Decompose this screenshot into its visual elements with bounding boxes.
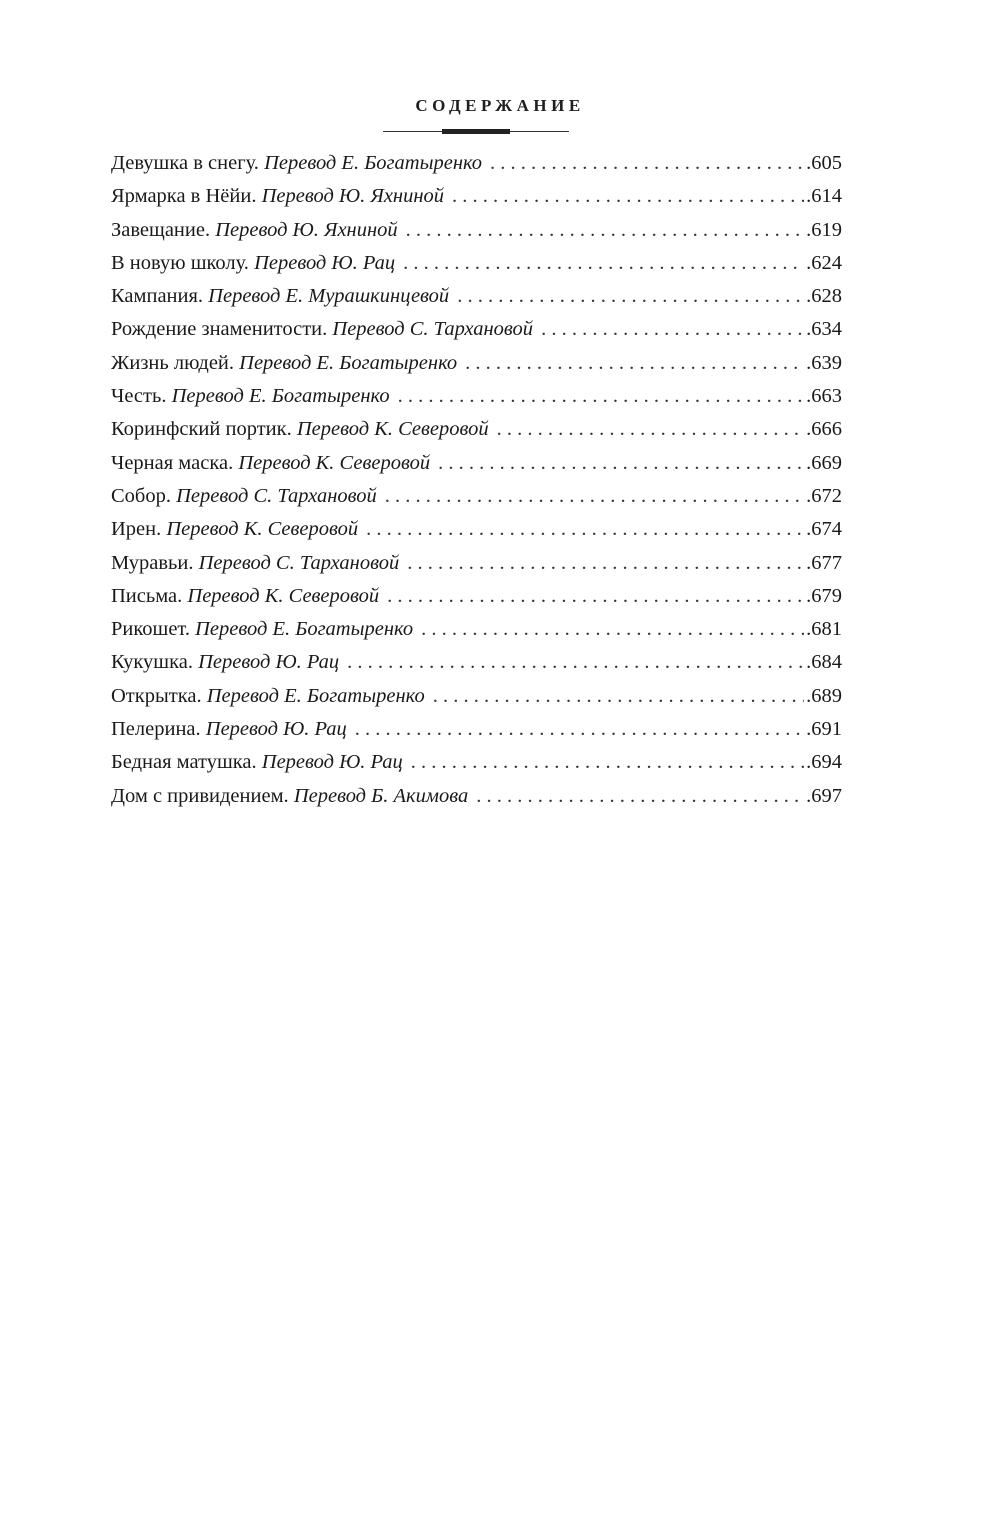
entry-translator: Перевод Е. Богатыренко: [239, 351, 458, 374]
entry-page-number: .694: [806, 751, 842, 774]
toc-entry: [111, 418, 842, 451]
toc-entry: [111, 552, 842, 585]
dot-leader: [457, 285, 804, 308]
entry-page-number: .689: [806, 684, 842, 707]
entry-translator: Перевод Ю. Рац: [254, 251, 396, 274]
entry-page-number: .674: [806, 518, 842, 541]
entry-title: Жизнь людей.: [111, 351, 235, 374]
entry-translator: Перевод Ю. Яхниной: [215, 218, 398, 241]
toc-entry: [111, 219, 842, 252]
dot-leader: [347, 651, 804, 674]
entry-page-number: .639: [806, 351, 842, 374]
entry-title: Муравьи.: [111, 551, 194, 574]
dot-leader: [476, 785, 804, 808]
entry-translator: Перевод С. Тархановой: [198, 551, 400, 574]
dot-leader: [438, 452, 804, 475]
entry-translator: Перевод Ю. Рац: [198, 651, 340, 674]
entry-page-number: .605: [806, 152, 842, 174]
entry-page-number: .681: [806, 618, 842, 641]
entry-translator: Перевод Ю. Рац: [261, 751, 403, 774]
entry-title: Девушка в снегу.: [111, 152, 259, 174]
toc-entry: [111, 452, 842, 485]
entry-translator: Перевод К. Северовой: [166, 518, 359, 541]
toc-entry: [111, 385, 842, 418]
entry-translator: Перевод Е. Богатыренко: [195, 618, 414, 641]
toc-entry: [111, 651, 842, 684]
dot-leader: [411, 751, 804, 774]
dot-leader: [366, 518, 804, 541]
entry-translator: Перевод К. Северовой: [187, 584, 380, 607]
entry-translator: Перевод С. Тархановой: [332, 318, 534, 341]
toc-entry: [111, 751, 842, 784]
toc-entry: [111, 318, 842, 351]
entry-title: Честь.: [111, 385, 167, 408]
dot-leader: [403, 252, 804, 275]
entry-page-number: .684: [806, 651, 842, 674]
entry-page-number: .679: [806, 584, 842, 607]
entry-translator: Перевод К. Северовой: [296, 418, 489, 441]
toc-entry: [111, 152, 842, 185]
entry-translator: Перевод Е. Богатыренко: [264, 152, 483, 174]
toc-entry: [111, 718, 842, 751]
entry-title: Дом с привидением.: [111, 784, 289, 807]
dot-leader: [490, 152, 804, 175]
entry-page-number: .691: [806, 718, 842, 741]
entry-page-number: .666: [806, 418, 842, 441]
entry-title: Пелерина.: [111, 718, 201, 741]
page-heading: СОДЕРЖАНИЕ: [415, 96, 585, 115]
entry-translator: Перевод Е. Богатыренко: [171, 385, 390, 408]
entry-title: Бедная матушка.: [111, 751, 257, 774]
dot-leader: [465, 352, 804, 375]
entry-translator: Перевод Е. Мурашкинцевой: [208, 285, 450, 308]
entry-page-number: .677: [806, 551, 842, 574]
entry-page-number: .669: [806, 451, 842, 474]
entry-page-number: .624: [806, 251, 842, 274]
entry-page-number: .697: [806, 784, 842, 807]
toc-entry: [111, 185, 842, 218]
dot-leader: [421, 618, 804, 641]
entry-page-number: .628: [806, 285, 842, 308]
entry-title: Ирен.: [111, 518, 162, 541]
entry-title: Письма.: [111, 584, 183, 607]
toc-entry: [111, 352, 842, 385]
dot-leader: [541, 318, 804, 341]
entry-translator: Перевод К. Северовой: [238, 451, 431, 474]
dot-leader: [387, 585, 804, 608]
entry-page-number: .619: [806, 218, 842, 241]
entry-page-number: .634: [806, 318, 842, 341]
entry-title: Рождение знаменитости.: [111, 318, 328, 341]
entry-page-number: .672: [806, 484, 842, 507]
entry-page-number: .663: [806, 385, 842, 408]
toc-entry: [111, 585, 842, 618]
entry-title: Собор.: [111, 484, 171, 507]
toc-entry: [111, 785, 842, 818]
dot-leader: [398, 385, 805, 408]
entry-title: Коринфский портик.: [111, 418, 292, 441]
entry-title: В новую школу.: [111, 251, 249, 274]
dot-leader: [406, 219, 804, 242]
dot-leader: [385, 485, 804, 508]
dot-leader: [407, 552, 804, 575]
entry-title: Ярмарка в Нёйи.: [111, 185, 257, 208]
entry-translator: Перевод Ю. Яхниной: [261, 185, 445, 208]
entry-title: Открытка.: [111, 684, 202, 707]
entry-translator: Перевод Б. Акимова: [293, 784, 469, 807]
dot-leader: [355, 718, 804, 741]
entry-translator: Перевод С. Тархановой: [176, 484, 377, 507]
toc-entry: [111, 518, 842, 551]
entry-title: Черная маска.: [111, 451, 234, 474]
entry-title: Кукушка.: [111, 651, 193, 674]
heading-rule-accent: [442, 129, 510, 134]
table-of-contents: [111, 152, 842, 818]
toc-entry: [111, 285, 842, 318]
entry-page-number: .614: [806, 185, 842, 208]
toc-entry: [111, 618, 842, 651]
dot-leader: [452, 185, 804, 208]
dot-leader: [497, 418, 805, 441]
entry-translator: Перевод Е. Богатыренко: [206, 684, 425, 707]
entry-translator: Перевод Ю. Рац: [205, 718, 347, 741]
entry-title: Рикошет.: [111, 618, 190, 641]
entry-title: Завещание.: [111, 218, 211, 241]
toc-entry: [111, 252, 842, 285]
toc-entry: [111, 485, 842, 518]
entry-title: Кампания.: [111, 285, 204, 308]
dot-leader: [433, 685, 804, 708]
toc-entry: [111, 685, 842, 718]
